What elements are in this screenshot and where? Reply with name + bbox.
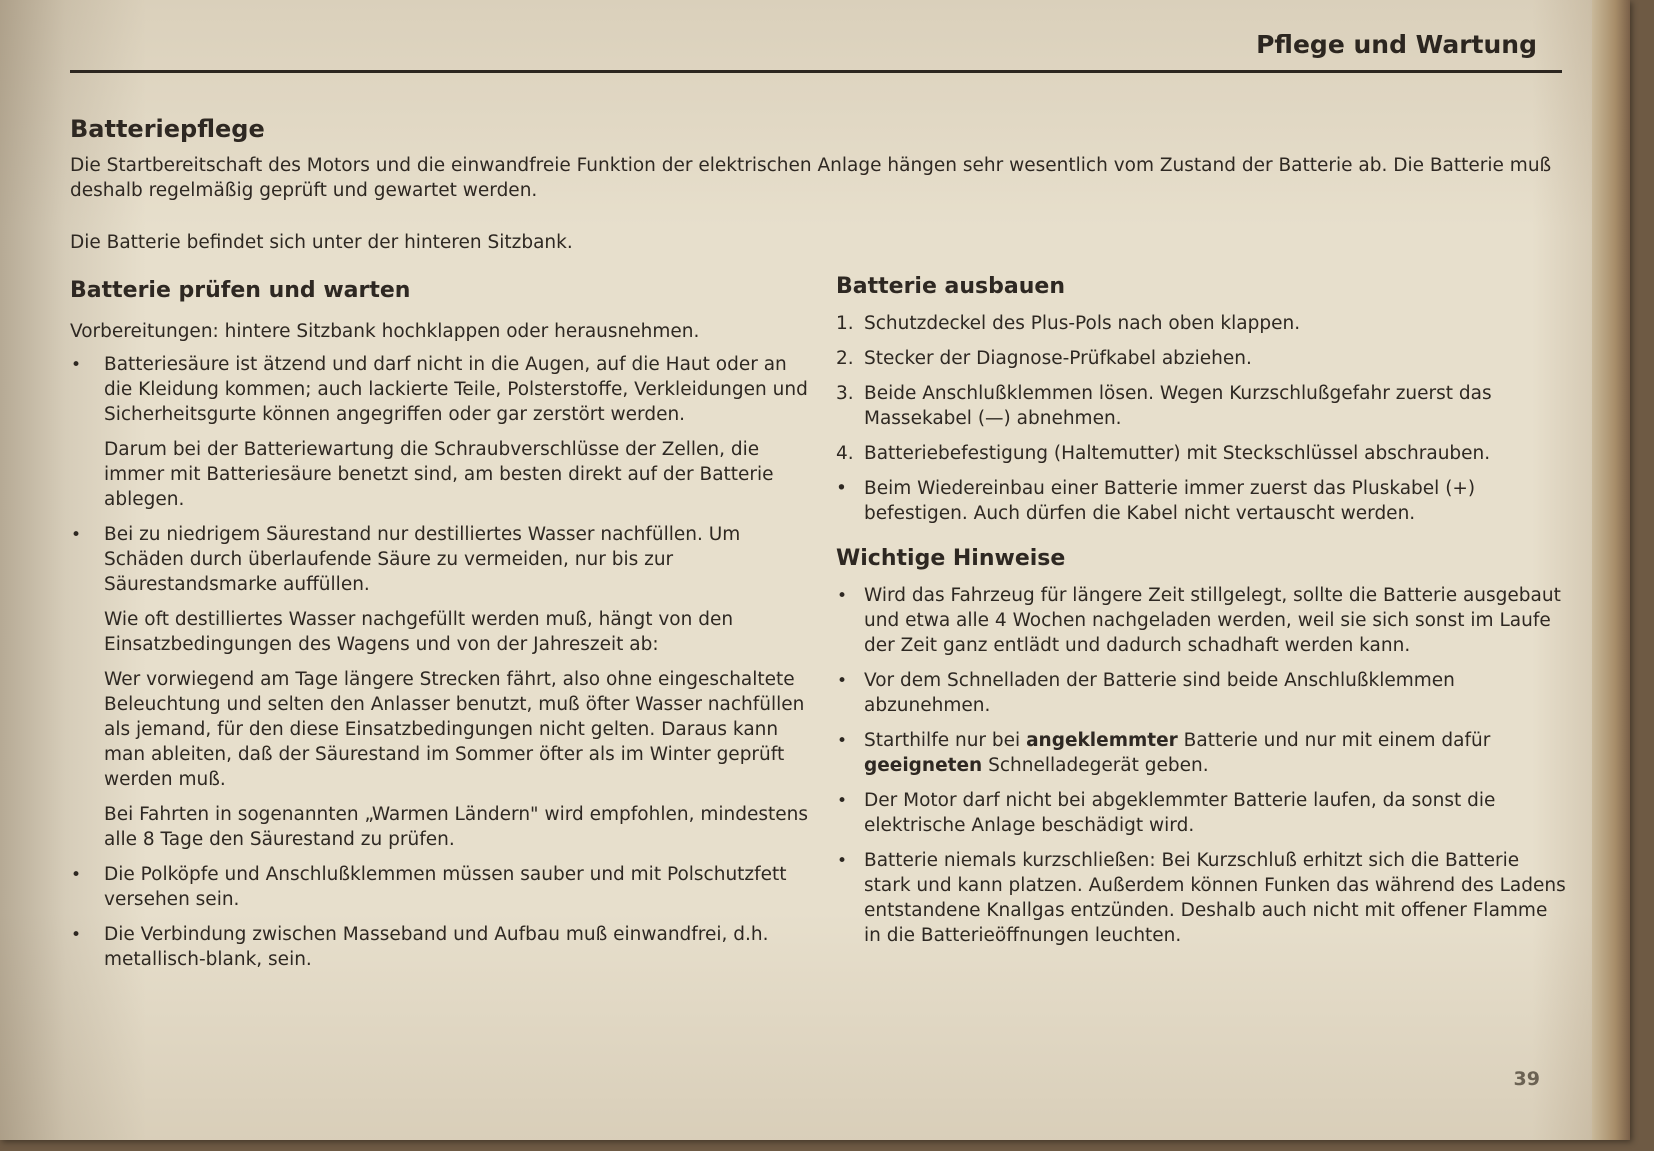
intro-paragraph: Die Startbereitschaft des Motors und die einwandfreie Funktion der elektrischen Anlage hängen sehr wesentlich vom Zustand der Batterie ab. Die Batterie muß deshalb regelmäßig geprüft und gewartet werden. xyxy=(70,155,1552,201)
bullet-icon: • xyxy=(837,671,848,691)
emphasis-text: geeigneten xyxy=(864,755,983,776)
preparation-text: Vorbereitungen: hintere Sitzbank hochklappen oder herausnehmen. xyxy=(70,321,700,342)
note-item xyxy=(836,668,1566,718)
note-text: Der Motor darf nicht bei abgeklemmter Batterie laufen, da sonst die elektrische Anlage beschädigt wird. xyxy=(864,790,1496,836)
step-item xyxy=(836,381,1566,431)
bullet-icon: • xyxy=(837,586,848,606)
right-column xyxy=(836,274,1566,958)
step-number: 1. xyxy=(836,313,854,334)
step-text: Schutzdeckel des Plus-Pols nach oben klappen. xyxy=(864,313,1301,334)
step-item xyxy=(836,346,1566,371)
note-text: Wird das Fahrzeug für längere Zeit stillgelegt, sollte die Batterie ausgebaut und etwa alle 4 Wochen nachgeladen werden, weil sie sich sonst im Laufe der Zeit ganz entlädt und dadurch schadhaft werden kann. xyxy=(864,585,1561,656)
list-subparagraph: Bei Fahrten in sogenannten „Warmen Ländern" wird empfohlen, mindestens alle 8 Tage den Säurestand zu prüfen. xyxy=(104,804,808,850)
page-edge xyxy=(1592,0,1630,1140)
list-item xyxy=(70,922,810,972)
bullet-icon: • xyxy=(71,525,82,545)
note-item xyxy=(836,788,1566,838)
bullet-icon: • xyxy=(71,865,82,885)
note-item xyxy=(836,728,1566,778)
list-item-text: Bei zu niedrigem Säurestand nur destilliertes Wasser nachfüllen. Um Schäden durch überlaufende Säure zu vermeiden, nur bis zur Säurestandsmarke auffüllen. xyxy=(104,524,741,595)
step-number: 2. xyxy=(836,348,854,369)
list-item-text: Die Verbindung zwischen Masseband und Aufbau muß einwandfrei, d.h. metallisch-blank, sein. xyxy=(104,924,769,970)
important-notes-heading: Wichtige Hinweise xyxy=(836,546,1066,571)
step-text: Beim Wiedereinbau einer Batterie immer zuerst das Pluskabel (+) befestigen. Auch dürfen die Kabel nicht vertauscht werden. xyxy=(864,478,1476,524)
emphasis-text: angeklemmter xyxy=(1026,730,1178,751)
note-text: Vor dem Schnelladen der Batterie sind beide Anschlußklemmen abzunehmen. xyxy=(864,670,1455,716)
page-number: 39 xyxy=(1513,1068,1540,1090)
step-number: 4. xyxy=(836,443,854,464)
step-item xyxy=(836,441,1566,466)
step-number: 3. xyxy=(836,383,854,404)
bullet-icon: • xyxy=(836,478,847,499)
bullet-icon: • xyxy=(837,731,848,751)
step-text: Stecker der Diagnose-Prüfkabel abziehen. xyxy=(864,348,1252,369)
list-item-text: Batteriesäure ist ätzend und darf nicht in die Augen, auf die Haut oder an die Kleidung kommen; auch lackierte Teile, Polsterstoffe, Verkleidungen und Sicherheitsgurte können angegriffen oder gar zerstört werden. xyxy=(104,354,808,425)
list-item-text: Die Polköpfe und Anschlußklemmen müssen sauber und mit Polschutzfett versehen sein. xyxy=(104,864,787,910)
note-text: Starthilfe nur bei angeklemmter Batterie und nur mit einem dafür geeigneten Schnelladegerät geben. xyxy=(864,730,1491,776)
step-item xyxy=(836,476,1566,526)
list-item xyxy=(70,522,810,597)
note-item xyxy=(836,583,1566,658)
left-column xyxy=(70,352,810,982)
step-text: Batteriebefestigung (Haltemutter) mit Steckschlüssel abschrauben. xyxy=(864,443,1491,464)
list-subparagraph: Darum bei der Batteriewartung die Schraubverschlüsse der Zellen, die immer mit Batteriesäure benetzt sind, am besten direkt auf der Batterie ablegen. xyxy=(104,439,774,510)
step-item xyxy=(836,311,1566,336)
section-title: Batteriepflege xyxy=(70,115,265,143)
list-item xyxy=(70,352,810,427)
check-heading: Batterie prüfen und warten xyxy=(70,278,411,303)
remove-battery-heading: Batterie ausbauen xyxy=(836,274,1065,299)
location-paragraph: Die Batterie befindet sich unter der hinteren Sitzbank. xyxy=(70,232,573,253)
bullet-icon: • xyxy=(837,851,848,871)
header-rule xyxy=(70,70,1562,73)
note-text: Batterie niemals kurzschließen: Bei Kurzschluß erhitzt sich die Batterie stark und kann platzen. Außerdem können Funken das während des Ladens entstandene Knallgas entzünden. Deshalb auch nicht mit offener Flamme in die Batterieöffnungen leuchten. xyxy=(864,850,1566,946)
bullet-icon: • xyxy=(71,925,82,945)
list-item xyxy=(70,862,810,912)
bullet-icon: • xyxy=(837,791,848,811)
note-item xyxy=(836,848,1566,948)
list-subparagraph: Wie oft destilliertes Wasser nachgefüllt werden muß, hängt von den Einsatzbedingungen des Wagens und von der Jahreszeit ab: xyxy=(104,609,734,655)
step-text: Beide Anschlußklemmen lösen. Wegen Kurzschlußgefahr zuerst das Massekabel (—) abnehmen. xyxy=(864,383,1492,429)
list-subparagraph: Wer vorwiegend am Tage längere Strecken fährt, also ohne eingeschaltete Beleuchtung und selten den Anlasser benutzt, muß öfter Wasser nachfüllen als jemand, für den diese Einsatzbedingungen nicht gelten. Daraus kann man ableiten, daß der Säurestand im Sommer öfter als im Winter geprüft werden muß. xyxy=(104,669,805,790)
running-title: Pflege und Wartung xyxy=(1256,30,1537,59)
bullet-icon: • xyxy=(71,355,82,375)
